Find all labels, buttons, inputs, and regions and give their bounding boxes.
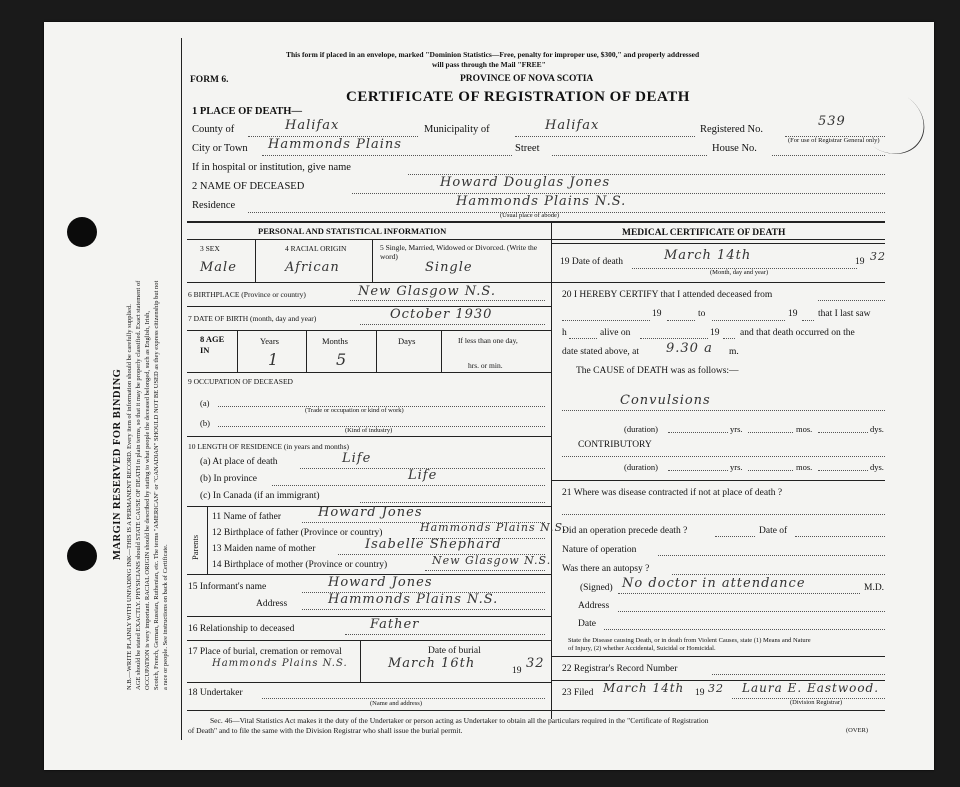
year-prefix: 19 xyxy=(652,309,662,319)
burial-date-value: March 16th xyxy=(388,656,476,671)
in-province-label: (b) In province xyxy=(200,474,257,484)
hospital-label: If in hospital or institution, give name xyxy=(192,162,351,173)
medical-address-label: Address xyxy=(578,601,610,611)
burial-place-value: Hammonds Plains N.S. xyxy=(212,658,348,669)
yrs-label: yrs. xyxy=(730,462,743,472)
father-birthplace-value: Hammonds Plains N.S. xyxy=(420,521,568,534)
personal-heading: PERSONAL AND STATISTICAL INFORMATION xyxy=(258,226,447,236)
state-note: State the Disease causing Death, or in death from Violent Causes, state (1) Means and Nature xyxy=(568,637,811,644)
at-place-label: (a) At place of death xyxy=(200,457,278,467)
marital-label: 5 Single, Married, Widowed or Divorced. (Write the word) xyxy=(380,243,538,261)
informant-label: 15 Informant's name xyxy=(188,582,267,592)
burial-year-value: 32 xyxy=(526,656,545,671)
informant-address-label: Address xyxy=(256,599,288,609)
sex-label: 3 SEX xyxy=(200,244,220,253)
last-saw-label: that I last saw xyxy=(818,309,871,319)
mother-birthplace-value: New Glasgow N.S. xyxy=(432,554,552,567)
margin-note: N.B.—WRITE PLAINLY WITH UNFADING INK—THIS IS A PERMANENT RECORD. Every item of information should be carefully supplied. xyxy=(126,304,133,690)
contracted-label: 21 Where was disease contracted if not at place of death ? xyxy=(562,488,783,498)
md-label: M.D. xyxy=(864,583,885,593)
in-canada-label: (c) In Canada (if an immigrant) xyxy=(200,491,320,501)
hrs-min-label: hrs. or min. xyxy=(468,361,503,370)
death-year-prefix: 19 xyxy=(855,257,865,267)
envelope-notice-2: will pass through the Mail "FREE" xyxy=(432,60,546,69)
sex-value: Male xyxy=(200,260,237,275)
street-label: Street xyxy=(515,143,540,154)
house-label: House No. xyxy=(712,143,757,154)
date-of-death-label: 19 Date of death xyxy=(560,257,624,267)
state-note-2: of Injury, (2) whether Accidental, Suicidal or Homicidal. xyxy=(568,645,716,652)
length-label: 10 LENGTH OF RESIDENCE (in years and months) xyxy=(188,442,350,451)
mos-label: mos. xyxy=(796,424,813,434)
relationship-label: 16 Relationship to deceased xyxy=(188,624,295,634)
signed-value: No doctor in attendance xyxy=(622,576,806,591)
place-of-death-label: 1 PLACE OF DEATH— xyxy=(192,106,302,117)
filed-label: 23 Filed xyxy=(562,688,594,698)
racial-value: African xyxy=(285,260,340,275)
medical-heading: MEDICAL CERTIFICATE OF DEATH xyxy=(622,228,786,238)
age-months: 5 xyxy=(336,350,348,369)
marital-value: Single xyxy=(425,260,473,275)
date-stated-label: date stated above, at xyxy=(562,347,640,357)
nature-label: Nature of operation xyxy=(562,545,637,555)
residence-label: Residence xyxy=(192,200,236,211)
alive-on-label: alive on xyxy=(600,328,631,338)
city-label: City or Town xyxy=(192,143,248,154)
deceased-name-value: Howard Douglas Jones xyxy=(440,175,611,190)
occ-b: (b) xyxy=(200,418,210,428)
occ-a-note: (Trade or occupation or kind of work) xyxy=(305,407,404,414)
yrs-label: yrs. xyxy=(730,424,743,434)
mos-label: mos. xyxy=(796,462,813,472)
residence-value: Hammonds Plains N.S. xyxy=(456,194,627,209)
dys-label: dys. xyxy=(870,424,884,434)
occ-a: (a) xyxy=(200,398,210,408)
m-label: m. xyxy=(729,347,739,357)
margin-note: Scotch, French, German, Russian, Ruthenian, etc. The terms "AMERICAN" or "CANADIAN" SHOULD NOT BE USED as they express citizenship but not xyxy=(153,280,160,690)
county-label: County of xyxy=(192,124,235,135)
registrar-signature: Laura E. Eastwood. xyxy=(742,681,880,695)
months-label: Months xyxy=(322,336,348,346)
medical-date-label: Date xyxy=(578,619,596,629)
dob-label: 7 DATE OF BIRTH (month, day and year) xyxy=(188,314,317,323)
age-years: 1 xyxy=(268,350,280,369)
month-day-note: (Month, day and year) xyxy=(710,269,769,276)
occupation-label: 9 OCCUPATION OF DECEASED xyxy=(188,377,293,386)
burial-date-label: Date of burial xyxy=(428,646,481,656)
page-title: CERTIFICATE OF REGISTRATION OF DEATH xyxy=(346,89,690,105)
burial-place-label: 17 Place of burial, cremation or removal xyxy=(188,647,342,657)
year-prefix: 19 xyxy=(788,309,798,319)
in-province-value: Life xyxy=(408,468,438,483)
year-prefix: 19 xyxy=(710,328,720,338)
mother-name-value: Isabelle Shephard xyxy=(365,537,502,552)
envelope-notice: This form if placed in an envelope, marked "Dominion Statistics—Free, penalty for improper use, $300," and properly addressed xyxy=(286,50,700,59)
at-place-value: Life xyxy=(342,451,372,466)
date-of-label: Date of xyxy=(759,526,788,536)
filed-date-value: March 14th xyxy=(603,681,685,695)
over-label: (OVER) xyxy=(846,727,869,734)
duration-label: (duration) xyxy=(624,424,658,434)
death-occurred-label: and that death occurred on the xyxy=(740,328,855,338)
duration-label: (duration) xyxy=(624,462,658,472)
death-year-value: 32 xyxy=(870,250,886,263)
mother-birthplace-label: 14 Birthplace of mother (Province or country) xyxy=(212,560,388,570)
registered-number: 539 xyxy=(818,114,846,129)
alive-h: h xyxy=(562,328,567,338)
deceased-name-label: 2 NAME OF DECEASED xyxy=(192,181,305,192)
registered-label: Registered No. xyxy=(700,124,763,135)
form-number: FORM 6. xyxy=(190,75,229,85)
division-registrar-note: (Division Registrar) xyxy=(790,699,843,706)
binding-margin-label: MARGIN RESERVED FOR BINDING xyxy=(112,368,123,560)
binding-hole xyxy=(67,541,97,571)
cause-label: The CAUSE of DEATH was as follows:— xyxy=(576,366,739,376)
parents-label: Parents xyxy=(190,534,200,560)
contributory-label: CONTRIBUTORY xyxy=(578,440,652,450)
county-value: Halifax xyxy=(285,118,340,133)
undertaker-label: 18 Undertaker xyxy=(188,688,243,698)
informant-value: Howard Jones xyxy=(328,575,433,590)
age-label: 8 AGE IN xyxy=(200,334,225,355)
registrar-use-note: (For use of Registrar General only) xyxy=(788,137,880,144)
occ-b-note: (Kind of industry) xyxy=(345,427,393,434)
to-label: to xyxy=(698,309,706,319)
margin-note: AGE should be stated EXACTLY. PHYSICIANS should STATE CAUSE OF DEATH in plain terms, so that it may be properly classified. Exact statement of xyxy=(135,280,142,690)
cause-value: Convulsions xyxy=(620,393,711,408)
signed-label: (Signed) xyxy=(580,583,613,593)
city-value: Hammonds Plains xyxy=(268,137,402,152)
province-title: PROVINCE OF NOVA SCOTIA xyxy=(460,74,594,84)
relationship-value: Father xyxy=(370,617,420,632)
dob-value: October 1930 xyxy=(390,307,493,322)
abode-note: (Usual place of abode) xyxy=(500,212,560,219)
birthplace-value: New Glasgow N.S. xyxy=(358,284,496,299)
informant-address-value: Hammonds Plains N.S. xyxy=(328,592,499,607)
municipality-label: Municipality of xyxy=(424,124,490,135)
mother-name-label: 13 Maiden name of mother xyxy=(212,544,316,554)
margin-rule xyxy=(181,38,182,740)
certify-text: 20 I HEREBY CERTIFY that I attended deceased from xyxy=(562,290,773,300)
footer-note: Sec. 46—Vital Statistics Act makes it the duty of the Undertaker or person acting as Undertaker to obtain all the particulars required in the "Certificate of Registration xyxy=(210,716,709,725)
time-of-death: 9.30 a xyxy=(666,341,713,356)
binding-hole xyxy=(67,217,97,247)
father-birthplace-label: 12 Birthplace of father (Province or country) xyxy=(212,528,383,538)
father-name-value: Howard Jones xyxy=(318,505,423,520)
undertaker-note: (Name and address) xyxy=(370,700,422,707)
margin-note: a race or people. See instructions on back of Certificate. xyxy=(162,544,169,690)
record-number-label: 22 Registrar's Record Number xyxy=(562,664,678,674)
date-of-death-value: March 14th xyxy=(664,248,752,263)
years-label: Years xyxy=(260,336,279,346)
father-name-label: 11 Name of father xyxy=(212,512,282,522)
footer-note-2: of Death" and to file the same with the Division Registrar who shall issue the burial permit. xyxy=(188,726,463,735)
less-day-label: If less than one day, xyxy=(458,336,518,345)
dys-label: dys. xyxy=(870,462,884,472)
municipality-value: Halifax xyxy=(545,118,600,133)
filed-year-value: 32 xyxy=(708,682,724,695)
racial-label: 4 RACIAL ORIGIN xyxy=(285,244,347,253)
operation-label: Did an operation precede death ? xyxy=(562,526,688,536)
autopsy-label: Was there an autopsy ? xyxy=(562,564,650,574)
days-label: Days xyxy=(398,336,416,346)
margin-note: OCCUPATION is very important. RACIAL ORIGIN should be described by stating to what people the deceased belonged, such as English, Irish, xyxy=(144,311,151,690)
birthplace-label: 6 BIRTHPLACE (Province or country) xyxy=(188,290,306,299)
